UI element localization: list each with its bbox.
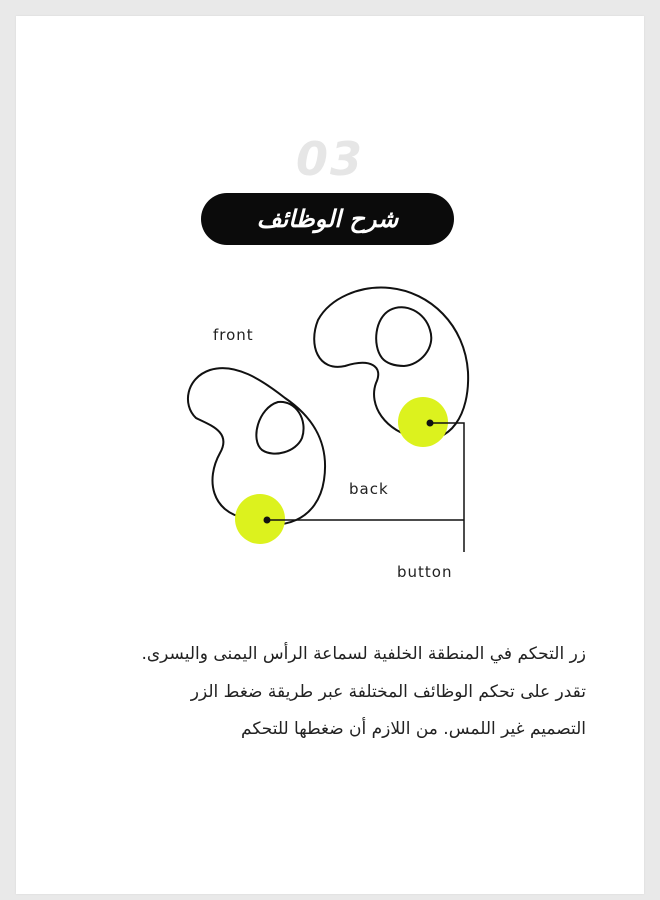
step-number: 03 xyxy=(295,132,364,186)
description-line-3: التصميم غير اللمس. من اللازم أن ضغطها للتحكم xyxy=(241,719,586,739)
right-button-highlight xyxy=(398,397,448,447)
label-back: back xyxy=(349,480,389,498)
description-line-1: زر التحكم في المنطقة الخلفية لسماعة الرأس اليمنى واليسرى. xyxy=(141,644,586,664)
left-button-highlight xyxy=(235,494,285,544)
label-button: button xyxy=(397,563,453,581)
section-title: شرح الوظائف xyxy=(201,193,454,245)
description-line-2: تقدر على تحكم الوظائف المختلفة عبر طريقة ضغط الزر xyxy=(190,682,586,702)
label-front: front xyxy=(213,326,254,344)
